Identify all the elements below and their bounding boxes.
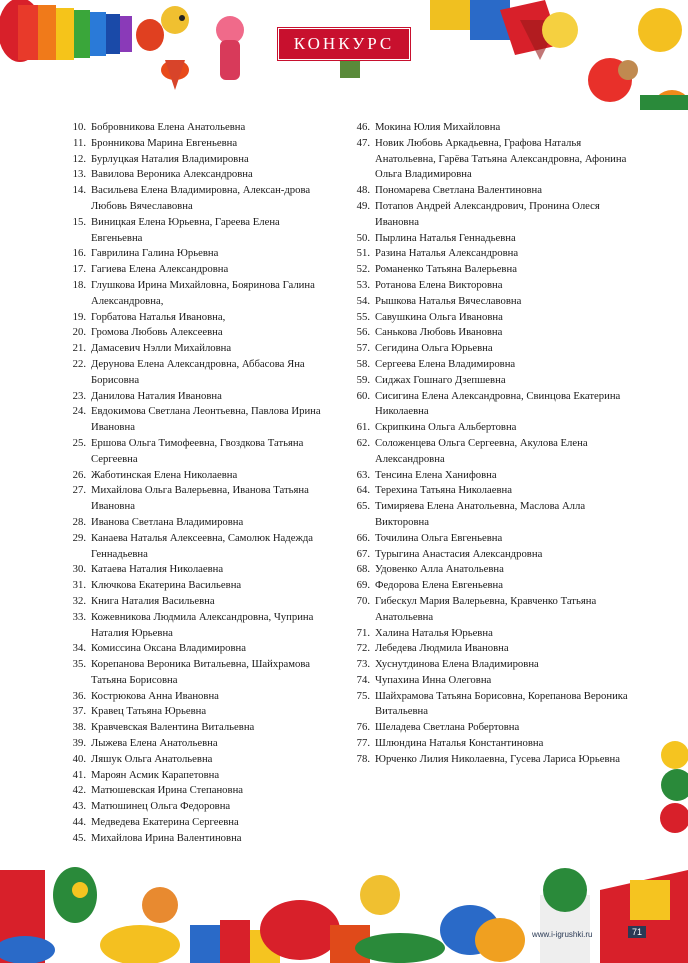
- list-item-number: 68.: [356, 563, 370, 576]
- list-item-number: 27.: [72, 484, 86, 497]
- list-item-number: 50.: [356, 231, 370, 244]
- list-item: [348, 657, 638, 673]
- list-item: [348, 294, 638, 310]
- list-item-number: 28.: [72, 515, 86, 528]
- list-item: [64, 641, 326, 657]
- list-item-number: 29.: [72, 531, 86, 544]
- list-item: [348, 278, 638, 294]
- list-item-number: 59.: [356, 373, 370, 386]
- list-item-name: Гаврилина Галина Юрьевна: [91, 247, 219, 260]
- footer-url[interactable]: www.i-igrushki.ru: [532, 930, 593, 939]
- list-item: [348, 594, 638, 626]
- list-item-name: Дерунова Елена Александровна, Аббасова Яна Борисовна: [91, 357, 305, 386]
- list-item: [64, 404, 326, 436]
- list-item-name: Громова Любовь Алексеевна: [91, 326, 223, 339]
- list-item-number: 51.: [356, 247, 370, 260]
- list-item-name: Шайхрамова Татьяна Борисовна, Корепанова Вероника Витальевна: [375, 689, 628, 718]
- list-item: [64, 562, 326, 578]
- list-item: [64, 610, 326, 642]
- list-item-name: Савушкина Ольга Ивановна: [375, 310, 503, 323]
- list-item-name: Рышкова Наталья Вячеславовна: [375, 294, 522, 307]
- list-item-number: 25.: [72, 436, 86, 449]
- list-item-name: Матюшинец Ольга Федоровна: [91, 800, 231, 813]
- list-item: [64, 357, 326, 389]
- list-item-name: Матюшевская Ирина Степановна: [91, 784, 244, 797]
- list-item-name: Иванова Светлана Владимировна: [91, 515, 244, 528]
- list-item-name: Тимиряева Елена Анатольевна, Маслова Алла Викторовна: [375, 500, 586, 528]
- list-item: [348, 578, 638, 594]
- list-item-number: 58.: [356, 357, 370, 370]
- list-item-number: 56.: [356, 326, 370, 339]
- list-item: [348, 357, 638, 373]
- list-item-number: 45.: [72, 831, 86, 844]
- list-item: [348, 310, 638, 326]
- list-item: [64, 594, 326, 610]
- list-item: [64, 831, 326, 847]
- list-item-name: Сегидина Ольга Юрьевна: [375, 342, 493, 355]
- list-item: [64, 436, 326, 468]
- list-item: [348, 531, 638, 547]
- list-item-number: 10.: [72, 121, 86, 133]
- list-item-name: Соложенцева Ольга Сергеевна, Акулова Елена Александровна: [375, 436, 588, 465]
- list-item: [64, 768, 326, 784]
- list-item-name: Медведева Екатерина Сергеевна: [91, 816, 239, 829]
- list-item-name: Корепанова Вероника Витальевна, Шайхрамова Татьяна Борисовна: [91, 658, 311, 686]
- list-item: [64, 278, 326, 310]
- list-item-name: Михайлова Ирина Валентиновна: [91, 831, 242, 844]
- list-item-number: 49.: [356, 199, 370, 212]
- banner-title: КОНКУРС: [293, 34, 395, 53]
- list-item-number: 46.: [356, 121, 370, 133]
- list-item-name: Санькова Любовь Ивановна: [375, 326, 503, 339]
- list-item-number: 13.: [72, 168, 86, 181]
- list-item: [64, 736, 326, 752]
- list-item-number: 21.: [72, 342, 86, 355]
- list-item-number: 26.: [72, 468, 86, 481]
- list-item-number: 54.: [356, 294, 370, 307]
- list-item-name: Катаева Наталия Николаевна: [91, 563, 224, 576]
- list-item: [64, 136, 326, 152]
- list-item-name: Горбатова Наталья Ивановна,: [91, 310, 226, 323]
- list-item-name: Бронникова Марина Евгеньевна: [91, 136, 238, 149]
- list-item-name: Ротанова Елена Викторовна: [375, 278, 503, 291]
- list-item: [348, 547, 638, 563]
- list-item: [348, 720, 638, 736]
- list-item: [64, 515, 326, 531]
- list-item-name: Виницкая Елена Юрьевна, Гареева Елена Евгеньевна: [91, 215, 280, 244]
- list-item: [348, 389, 638, 421]
- list-item-number: 24.: [72, 405, 86, 418]
- list-item-number: 23.: [72, 389, 86, 402]
- list-item-number: 73.: [356, 658, 370, 671]
- list-item-number: 75.: [356, 689, 370, 702]
- list-item-name: Лыжева Елена Анатольевна: [91, 737, 218, 750]
- ring-stack-icon: [0, 0, 132, 62]
- list-item-number: 69.: [356, 579, 370, 592]
- list-item: [348, 231, 638, 247]
- list-item-name: Скрипкина Ольга Альбертовна: [375, 421, 517, 434]
- list-item-number: 32.: [72, 594, 86, 607]
- list-item: [348, 325, 638, 341]
- list-item-name: Глушкова Ирина Михайловна, Бояринова Галина Александровна,: [91, 278, 315, 307]
- list-item-name: Комиссина Оксана Владимировна: [91, 642, 246, 655]
- list-item-name: Хуснутдинова Елена Владимировна: [375, 658, 539, 671]
- list-item-name: Дамасевич Нэлли Михайловна: [91, 342, 232, 355]
- list-item-number: 76.: [356, 721, 370, 734]
- list-item-number: 34.: [72, 642, 86, 655]
- list-item: [64, 815, 326, 831]
- list-item: [348, 499, 638, 531]
- list-item-number: 52.: [356, 263, 370, 276]
- list-item-number: 39.: [72, 737, 86, 750]
- list-item-name: Бурлуцкая Наталия Владимировна: [91, 152, 249, 165]
- list-item-number: 65.: [356, 500, 370, 513]
- list-item-number: 30.: [72, 563, 86, 576]
- list-item-number: 60.: [356, 389, 370, 402]
- list-item-number: 71.: [356, 626, 370, 639]
- list-item: [348, 436, 638, 468]
- list-item-name: Ляшук Ольга Анатольевна: [91, 752, 213, 765]
- list-item-name: Евдокимова Светлана Леонтьевна, Павлова Ирина Ивановна: [91, 405, 321, 434]
- list-item: [64, 704, 326, 720]
- contest-banner: [278, 28, 410, 60]
- list-item: [348, 752, 638, 768]
- list-item: [64, 689, 326, 705]
- list-item-name: Гибескул Мария Валерьевна, Кравченко Татьяна Анатольевна: [375, 594, 597, 623]
- list-item: [348, 136, 638, 183]
- list-item-name: Сергеева Елена Владимировна: [375, 357, 516, 370]
- list-item-number: 18.: [72, 278, 86, 291]
- list-item-name: Шеладева Светлана Робертовна: [375, 721, 520, 734]
- list-item-number: 40.: [72, 752, 86, 765]
- list-item: [348, 183, 638, 199]
- list-item-number: 64.: [356, 484, 370, 497]
- list-item-name: Точилина Ольга Евгеньевна: [375, 531, 503, 544]
- list-item-number: 17.: [72, 263, 86, 276]
- list-item: [64, 215, 326, 247]
- list-item-number: 38.: [72, 721, 86, 734]
- list-item-name: Михайлова Ольга Валерьевна, Иванова Татьяна Ивановна: [91, 484, 309, 513]
- list-item-number: 12.: [72, 152, 86, 165]
- list-item-number: 36.: [72, 689, 86, 702]
- toys-decoration-right: [655, 740, 688, 850]
- list-item-number: 37.: [72, 705, 86, 718]
- list-item-number: 53.: [356, 278, 370, 291]
- list-item-name: Удовенко Алла Анатольевна: [375, 563, 504, 576]
- list-item: [64, 183, 326, 215]
- list-item-name: Пырлина Наталья Геннадьевна: [375, 231, 516, 244]
- list-item-number: 42.: [72, 784, 86, 797]
- list-item-name: Турыгина Анастасия Александровна: [375, 547, 543, 560]
- list-item-name: Бобровникова Елена Анатольевна: [91, 121, 246, 133]
- list-item: [64, 483, 326, 515]
- list-item-name: Халина Наталья Юрьевна: [375, 626, 493, 639]
- list-item-name: Лебедева Людмила Ивановна: [375, 642, 509, 655]
- list-item-name: Ключкова Екатерина Васильевна: [91, 579, 242, 592]
- list-item-number: 63.: [356, 468, 370, 481]
- list-item: [64, 389, 326, 405]
- list-item-number: 48.: [356, 184, 370, 197]
- list-item: [348, 246, 638, 262]
- list-item: [64, 325, 326, 341]
- list-item-name: Канаева Наталья Алексеевна, Самолюк Надежда Геннадьевна: [91, 531, 314, 560]
- list-item-name: Пономарева Светлана Валентиновна: [375, 184, 542, 197]
- list-item-name: Кравец Татьяна Юрьевна: [91, 705, 207, 718]
- list-item-name: Потапов Андрей Александрович, Пронина Олеся Ивановна: [375, 199, 600, 228]
- list-item-number: 78.: [356, 752, 370, 765]
- list-item: [348, 341, 638, 357]
- list-item: [64, 262, 326, 278]
- list-item-number: 74.: [356, 673, 370, 686]
- list-item-number: 67.: [356, 547, 370, 560]
- participants-right-column: [348, 120, 638, 768]
- list-item-number: 57.: [356, 342, 370, 355]
- toys-decoration-bottom: [0, 850, 688, 963]
- list-item: [348, 120, 638, 136]
- list-item-name: Васильева Елена Владимировна, Алексан-дрова Любовь Вячеславовна: [91, 184, 311, 212]
- list-item-name: Книга Наталия Васильевна: [91, 594, 215, 607]
- list-item: [64, 752, 326, 768]
- list-item: [348, 641, 638, 657]
- list-item-name: Федорова Елена Евгеньевна: [375, 579, 503, 592]
- list-item-number: 55.: [356, 310, 370, 323]
- list-item: [348, 420, 638, 436]
- list-item-number: 16.: [72, 247, 86, 260]
- list-item-name: Жаботинская Елена Николаевна: [91, 468, 238, 481]
- list-item-name: Чупахина Инна Олеговна: [375, 673, 492, 686]
- list-item: [348, 736, 638, 752]
- list-item-name: Тенсина Елена Ханифовна: [375, 468, 497, 481]
- list-item-number: 22.: [72, 357, 86, 370]
- list-item: [64, 578, 326, 594]
- list-item-number: 33.: [72, 610, 86, 623]
- list-item: [64, 167, 326, 183]
- list-item-number: 19.: [72, 310, 86, 323]
- list-item: [348, 262, 638, 278]
- list-item: [64, 657, 326, 689]
- list-item-name: Кожевникова Людмила Александровна, Чуприна Наталия Юрьевна: [91, 610, 314, 639]
- list-item: [348, 373, 638, 389]
- list-item-name: Кравчевская Валентина Витальевна: [91, 721, 255, 734]
- list-item-name: Разина Наталья Александровна: [375, 247, 519, 260]
- list-item-number: 15.: [72, 215, 86, 228]
- list-item: [64, 152, 326, 168]
- list-item: [64, 310, 326, 326]
- list-item-number: 66.: [356, 531, 370, 544]
- list-item: [64, 468, 326, 484]
- list-item: [348, 689, 638, 721]
- list-item-name: Юрченко Лилия Николаевна, Гусева Лариса Юрьевна: [375, 752, 620, 765]
- list-item-name: Ершова Ольга Тимофеевна, Гвоздкова Татьяна Сергеевна: [91, 436, 304, 465]
- list-item-number: 44.: [72, 816, 86, 829]
- list-item-number: 61.: [356, 421, 370, 434]
- list-item-number: 47.: [356, 136, 370, 149]
- list-item-name: Новик Любовь Аркадьевна, Графова Наталья Анатольевна, Гарёва Татьяна Александровна, Афонина Ольга Владимировна: [375, 136, 627, 181]
- list-item-number: 11.: [73, 136, 86, 149]
- list-item-number: 20.: [72, 326, 86, 339]
- list-item-number: 41.: [72, 768, 86, 781]
- list-item-number: 31.: [72, 579, 86, 592]
- list-item-name: Шлюндина Наталья Константиновна: [375, 737, 544, 750]
- list-item: [64, 341, 326, 357]
- list-item: [348, 673, 638, 689]
- list-item: [348, 562, 638, 578]
- list-item: [64, 799, 326, 815]
- list-item-name: Терехина Татьяна Николаевна: [375, 484, 512, 497]
- list-item: [64, 246, 326, 262]
- page-number: 71: [628, 926, 646, 938]
- list-item: [64, 720, 326, 736]
- list-item: [348, 483, 638, 499]
- list-item: [64, 783, 326, 799]
- list-item: [64, 120, 326, 136]
- list-item-number: 62.: [356, 436, 370, 449]
- list-item-name: Вавилова Вероника Александровна: [91, 168, 253, 181]
- list-item-name: Гагиева Елена Александровна: [91, 263, 229, 276]
- list-item-number: 72.: [356, 642, 370, 655]
- list-item-name: Романенко Татьяна Валерьевна: [375, 263, 517, 276]
- list-item-number: 43.: [72, 800, 86, 813]
- list-item: [348, 626, 638, 642]
- list-item: [348, 199, 638, 231]
- list-item-name: Сисигина Елена Александровна, Свинцова Екатерина Николаевна: [375, 389, 621, 418]
- list-item: [348, 468, 638, 484]
- list-item-name: Данилова Наталия Ивановна: [91, 389, 222, 402]
- list-item-name: Кострюкова Анна Ивановна: [91, 689, 219, 702]
- list-item-number: 77.: [356, 737, 370, 750]
- participants-left-column: [64, 120, 326, 847]
- list-item-number: 35.: [72, 658, 86, 671]
- list-item-name: Мокина Юлия Михайловна: [375, 121, 501, 133]
- list-item-name: Сиджах Гошнаго Дзепшевна: [375, 373, 506, 386]
- list-item-number: 14.: [72, 184, 86, 197]
- list-item-name: Мароян Асмик Карапетовна: [91, 768, 220, 781]
- list-item: [64, 531, 326, 563]
- list-item-number: 70.: [356, 594, 370, 607]
